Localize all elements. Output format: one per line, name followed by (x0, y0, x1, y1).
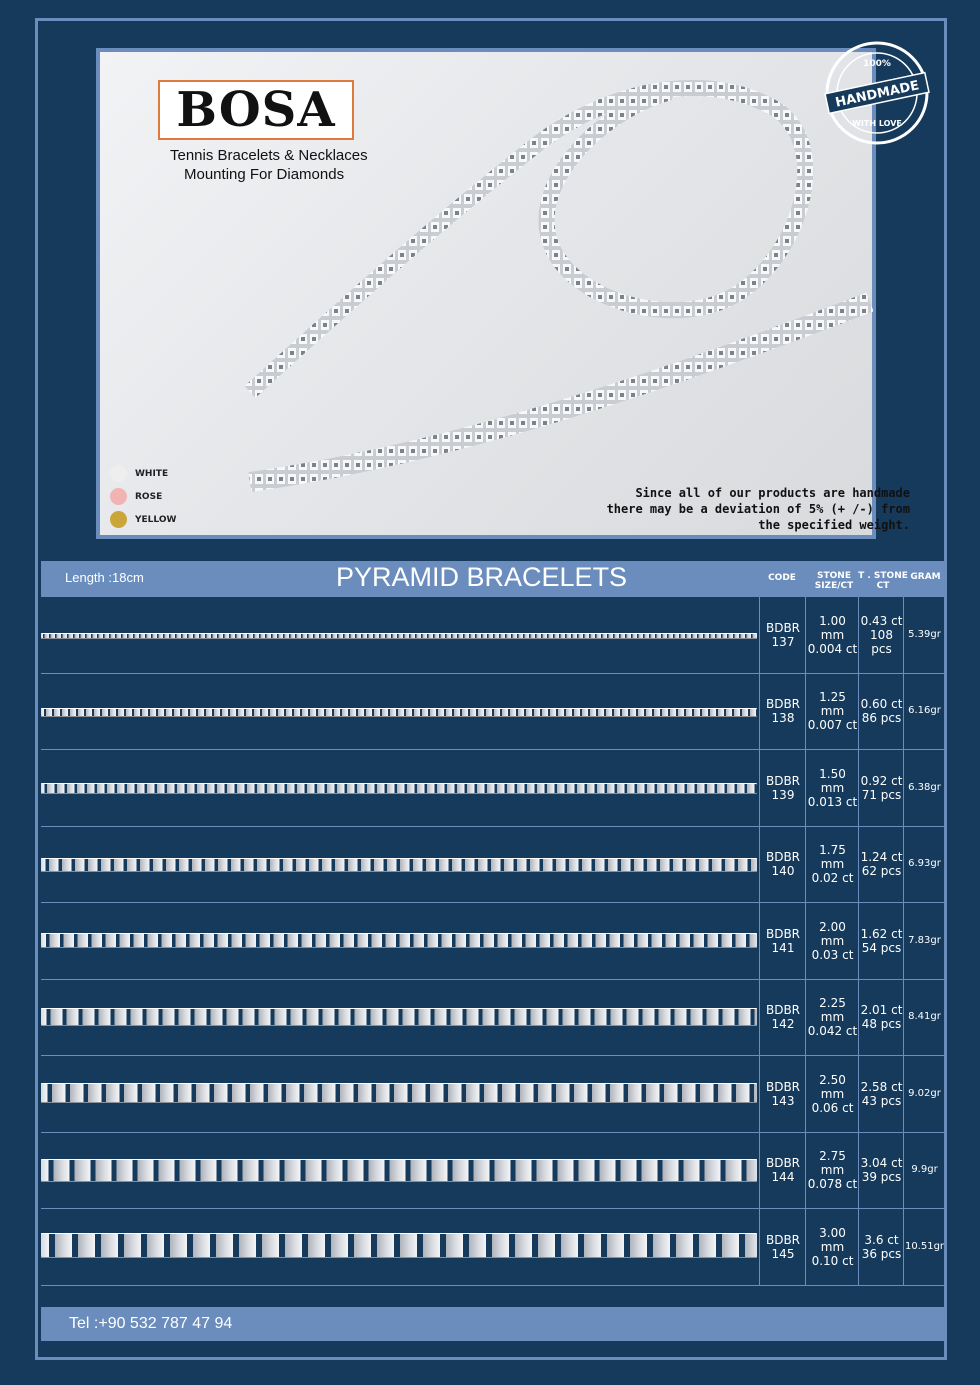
stone-size: 2.75 mm (819, 1149, 846, 1178)
length-label: Length :18cm (65, 570, 144, 585)
total-pcs: 39 pcs (861, 1170, 902, 1185)
size-cell (805, 1133, 859, 1209)
size-cell (805, 597, 859, 673)
table-header (41, 561, 944, 597)
code-number: 138 (771, 711, 795, 726)
swatch-white (110, 465, 168, 482)
col-code-header: CODE (768, 573, 796, 583)
table-row (41, 674, 944, 751)
total-cell (858, 750, 904, 826)
code-number: 137 (771, 634, 795, 649)
handmade-stamp-icon (822, 38, 932, 148)
code-cell (759, 1056, 806, 1132)
stone-ct: 0.078 ct (807, 1177, 858, 1192)
code-cell (759, 827, 806, 903)
total-pcs: 71 pcs (861, 787, 902, 802)
gram-value: 6.38gr (908, 781, 941, 793)
code-prefix: BDBR (765, 773, 801, 788)
bracelet-image (41, 633, 757, 639)
code-prefix: BDBR (765, 620, 801, 635)
code-prefix: BDBR (765, 850, 801, 865)
code-prefix: BDBR (765, 1232, 801, 1247)
total-cell (858, 1209, 904, 1285)
stone-size: 1.00 mm (819, 613, 846, 642)
size-cell (805, 1056, 859, 1132)
swatch-label: ROSE (135, 491, 163, 502)
col-total-line2: CT (876, 581, 890, 591)
stone-size: 3.00 mm (819, 1225, 846, 1254)
size-cell (805, 1209, 859, 1285)
code-number: 142 (771, 1017, 795, 1032)
total-ct: 2.58 ct (860, 1079, 903, 1094)
size-cell (805, 903, 859, 979)
total-cell (858, 1056, 904, 1132)
col-gram-header: GRAM (910, 572, 941, 582)
gram-value: 8.41gr (908, 1011, 941, 1023)
col-size-line1: STONE (817, 571, 851, 581)
gram-value: 7.83gr (908, 934, 941, 946)
gram-cell (903, 750, 945, 826)
stamp-top-text: 100% (863, 59, 891, 69)
swatch-yellow (110, 511, 176, 528)
size-cell (805, 674, 859, 750)
code-cell (759, 903, 806, 979)
code-number: 145 (771, 1246, 795, 1261)
total-ct: 1.62 ct (860, 926, 903, 941)
col-size-header (805, 571, 863, 591)
stone-size: 2.25 mm (819, 996, 846, 1025)
table-row (41, 903, 944, 980)
stone-ct: 0.042 ct (807, 1024, 858, 1039)
gram-cell (903, 1056, 945, 1132)
bracelet-image (41, 933, 757, 948)
code-cell (759, 1209, 806, 1285)
code-number: 144 (771, 1170, 795, 1185)
total-pcs: 36 pcs (861, 1246, 902, 1261)
total-ct: 0.43 ct (860, 613, 903, 628)
total-pcs: 108 pcs (870, 627, 893, 656)
code-cell (759, 674, 806, 750)
table-row (41, 827, 944, 904)
bracelet-image (41, 1233, 757, 1258)
notice-line: the specified weight. (758, 518, 910, 532)
bracelet-image (41, 858, 757, 872)
col-total-line1: T . STONE (858, 571, 908, 581)
bracelet-image (41, 1008, 757, 1026)
phone-number: Tel :+90 532 787 47 94 (69, 1315, 233, 1332)
bracelet-image (41, 1083, 757, 1103)
handmade-notice (550, 485, 910, 533)
code-cell (759, 1133, 806, 1209)
size-cell (805, 750, 859, 826)
total-pcs: 54 pcs (861, 940, 902, 955)
rose-dot-icon (110, 488, 127, 505)
total-cell (858, 597, 904, 673)
gram-value: 9.02gr (908, 1087, 941, 1099)
gram-cell (903, 597, 945, 673)
gram-cell (903, 980, 945, 1056)
stamp-bottom-text: WITH LOVE (852, 119, 902, 128)
bracelet-image (41, 1159, 757, 1182)
total-ct: 1.24 ct (860, 850, 903, 865)
code-prefix: BDBR (765, 697, 801, 712)
gram-cell (903, 1209, 945, 1285)
swatch-rose (110, 488, 162, 505)
stone-ct: 0.007 ct (807, 718, 858, 733)
footer-bar (41, 1307, 944, 1341)
total-ct: 0.92 ct (860, 773, 903, 788)
total-cell (858, 903, 904, 979)
bracelet-image (41, 783, 757, 794)
stone-size: 2.00 mm (819, 919, 846, 948)
table-row (41, 750, 944, 827)
code-prefix: BDBR (765, 1156, 801, 1171)
total-ct: 3.04 ct (860, 1156, 903, 1171)
size-cell (805, 827, 859, 903)
total-cell (858, 980, 904, 1056)
table-row (41, 1056, 944, 1133)
tagline-1: Tennis Bracelets & Necklaces (170, 147, 368, 164)
total-pcs: 62 pcs (861, 864, 902, 879)
bracelet-table (41, 597, 944, 1286)
stone-size: 2.50 mm (819, 1072, 846, 1101)
gram-cell (903, 1133, 945, 1209)
stone-ct: 0.02 ct (811, 871, 854, 886)
total-cell (858, 827, 904, 903)
notice-line: Since all of our products are handmade (635, 486, 910, 500)
stone-ct: 0.06 ct (811, 1100, 854, 1115)
swatch-label: WHITE (135, 468, 169, 479)
total-cell (858, 1133, 904, 1209)
col-total-header (858, 571, 908, 591)
gram-value: 9.9gr (911, 1164, 938, 1176)
white-dot-icon (110, 465, 127, 482)
code-number: 143 (771, 1093, 795, 1108)
yellow-dot-icon (110, 511, 127, 528)
stone-size: 1.75 mm (819, 843, 846, 872)
gram-value: 10.51gr (904, 1240, 945, 1252)
gram-value: 6.93gr (908, 858, 941, 870)
total-ct: 3.6 ct (864, 1232, 899, 1247)
bracelet-image (41, 708, 757, 717)
code-prefix: BDBR (765, 926, 801, 941)
total-ct: 0.60 ct (860, 697, 903, 712)
stamp-main-text: HANDMADE (834, 78, 921, 111)
code-prefix: BDBR (765, 1079, 801, 1094)
total-pcs: 48 pcs (861, 1017, 902, 1032)
code-cell (759, 980, 806, 1056)
stone-ct: 0.013 ct (807, 794, 858, 809)
table-row (41, 1209, 944, 1286)
logo-text: BOSA (176, 82, 336, 138)
gram-cell (903, 674, 945, 750)
gram-value: 5.39gr (908, 628, 941, 640)
code-number: 141 (771, 940, 795, 955)
swatch-label: YELLOW (135, 514, 177, 525)
total-pcs: 86 pcs (861, 711, 902, 726)
tagline-2: Mounting For Diamonds (184, 166, 345, 183)
table-row (41, 980, 944, 1057)
code-number: 140 (771, 864, 795, 879)
code-number: 139 (771, 787, 795, 802)
stone-ct: 0.03 ct (811, 947, 854, 962)
stone-ct: 0.10 ct (811, 1253, 854, 1268)
table-row (41, 1133, 944, 1210)
code-cell (759, 750, 806, 826)
col-size-line2: SIZE/CT (814, 581, 854, 591)
brand-logo (158, 80, 354, 140)
code-prefix: BDBR (765, 1003, 801, 1018)
total-ct: 2.01 ct (860, 1003, 903, 1018)
notice-line: there may be a deviation of 5% (+ /-) from (606, 502, 910, 516)
gram-value: 6.16gr (908, 705, 941, 717)
size-cell (805, 980, 859, 1056)
table-row (41, 597, 944, 674)
code-cell (759, 597, 806, 673)
page-title: PYRAMID BRACELETS (336, 562, 628, 592)
stone-size: 1.25 mm (819, 690, 846, 719)
total-cell (858, 674, 904, 750)
gram-cell (903, 827, 945, 903)
stone-size: 1.50 mm (819, 766, 846, 795)
total-pcs: 43 pcs (861, 1093, 902, 1108)
gram-cell (903, 903, 945, 979)
stone-ct: 0.004 ct (807, 641, 858, 656)
